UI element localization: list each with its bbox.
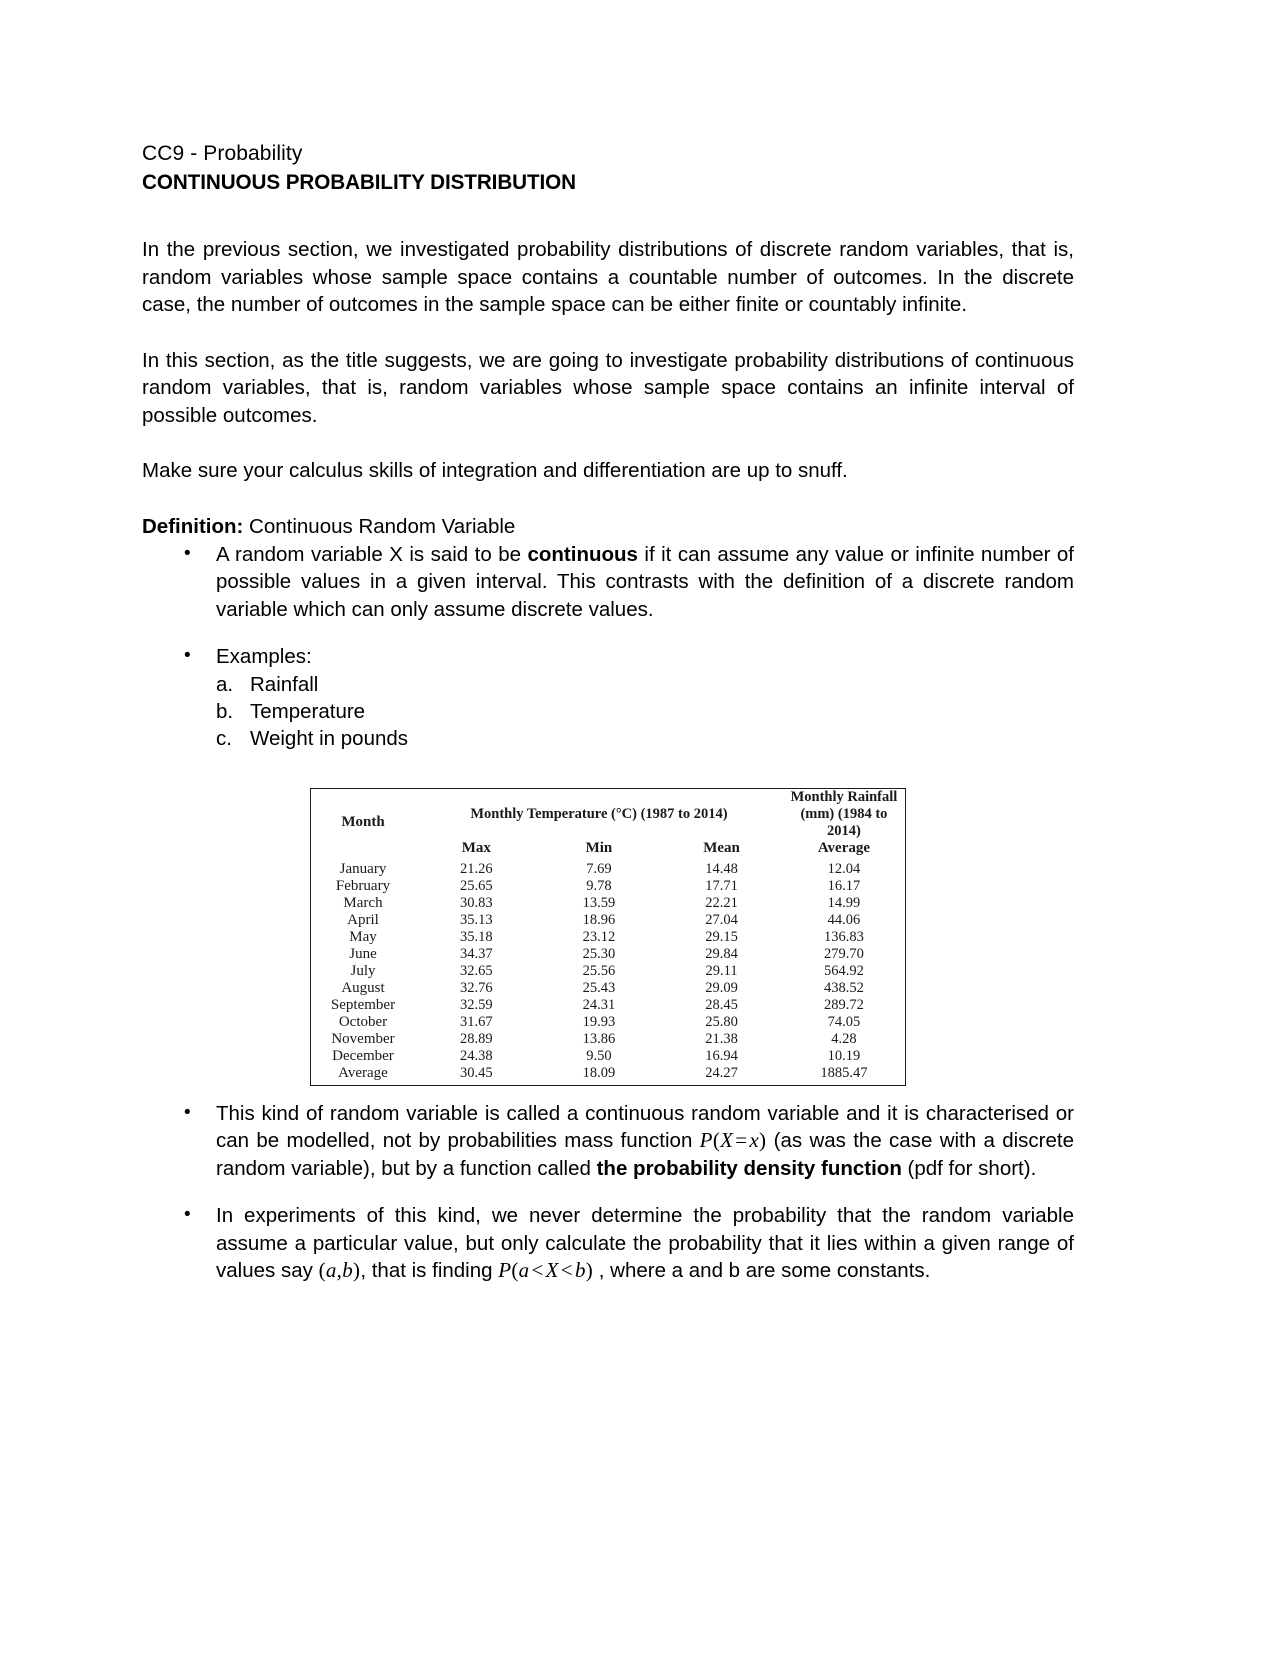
math-symbol-x: x — [749, 1128, 760, 1152]
table-row — [311, 878, 906, 895]
cell-mean: 28.45 — [705, 996, 738, 1013]
table-row — [311, 1048, 906, 1065]
cell-min: 19.93 — [582, 1013, 616, 1030]
cell-average: 4.28 — [831, 1030, 857, 1047]
cell-max: 32.76 — [460, 979, 493, 996]
cell-mean: 17.71 — [705, 877, 738, 894]
table-row — [311, 980, 906, 997]
list-item — [142, 671, 1074, 698]
cell-max: 32.65 — [460, 962, 493, 979]
table-row — [311, 963, 906, 980]
list-item — [142, 1100, 1074, 1183]
cell-average: 12.04 — [827, 860, 861, 877]
cell-month: January — [339, 860, 387, 877]
definition-text-b: if it can assume any value or infinite number of possible values in a given interval. This contrasts with the definition of a discrete random variable which can only assume discrete values. — [216, 542, 1074, 621]
cell-max: 32.59 — [460, 996, 493, 1013]
definition-text-a: A random variable X is said to be — [216, 542, 528, 566]
table-row — [311, 1014, 906, 1031]
examples-alpha-list — [142, 671, 1074, 752]
cell-average: 10.19 — [827, 1047, 861, 1064]
math-symbol-b: b — [342, 1258, 354, 1282]
math-comma: , — [336, 1258, 343, 1282]
list-item — [142, 698, 1074, 725]
cell-max: 30.45 — [460, 1064, 493, 1081]
cell-mean: 29.11 — [705, 962, 738, 979]
column-group-header-rainfall: Monthly Rainfall (mm) (1984 to 2014) — [790, 788, 898, 839]
math-pmf-expression — [700, 1128, 767, 1152]
cell-mean: 29.84 — [705, 945, 738, 962]
table-row — [311, 946, 906, 963]
closing-text-a: This kind of random variable is called a continuous random variable and it is characterised or can be modelled, not by probabilities mass function — [216, 1101, 1074, 1152]
cell-month: September — [330, 996, 396, 1013]
math-interval-expression — [319, 1258, 361, 1282]
cell-month: May — [349, 928, 377, 945]
table-group-header-row — [311, 788, 906, 840]
table-head — [311, 788, 906, 857]
cell-mean: 27.04 — [705, 911, 738, 928]
paragraph-calculus-note: Make sure your calculus skills of integration and differentiation are up to snuff. — [142, 459, 848, 482]
cell-min: 7.69 — [586, 860, 612, 877]
list-marker: c. — [216, 726, 232, 750]
cell-min: 9.50 — [586, 1047, 612, 1064]
math-paren-close: ) — [353, 1258, 361, 1282]
cell-mean: 25.80 — [705, 1013, 738, 1030]
climate-data-table — [310, 788, 906, 1086]
list-item — [142, 1202, 1074, 1285]
math-symbol-P: P — [498, 1258, 512, 1282]
closing-bullet-list-pdf — [142, 1100, 1074, 1183]
closing-text-b: (as was the case with a discrete random variable), but by a function called — [216, 1129, 1074, 1180]
math-operator-equals: = — [735, 1128, 748, 1152]
table-row — [311, 895, 906, 912]
cell-mean: 22.21 — [705, 894, 738, 911]
cell-min: 18.09 — [582, 1064, 616, 1081]
cell-average: 289.72 — [824, 996, 864, 1013]
cell-month: Average — [338, 1064, 388, 1081]
math-symbol-a: a — [325, 1258, 337, 1282]
cell-max: 28.89 — [460, 1030, 493, 1047]
paragraph-intro-continuous: In this section, as the title suggests, we are going to investigate probability distributions of continuous random variables, that is, random variables whose sample space contains an infinite interval of possible outcomes. — [142, 348, 1074, 427]
cell-min: 13.59 — [582, 894, 616, 911]
cell-max: 25.65 — [460, 877, 493, 894]
paragraph-intro-discrete: In the previous section, we investigated probability distributions of discrete random variables, that is, random variables whose sample space contains a countable number of outcomes. In the discrete case, the number of outcomes in the sample space can be either finite or countably infinite. — [142, 238, 1074, 316]
math-operator-less-than: < — [560, 1258, 573, 1282]
cell-month: July — [350, 962, 376, 979]
cell-min: 24.31 — [582, 996, 616, 1013]
list-item — [142, 541, 1074, 624]
math-paren-close: ) — [585, 1258, 594, 1282]
cell-mean: 29.09 — [705, 979, 738, 996]
list-item — [142, 643, 1074, 671]
cell-month: April — [347, 911, 379, 928]
document-content — [142, 140, 1074, 1285]
list-marker: b. — [216, 699, 234, 723]
list-marker: a. — [216, 672, 234, 696]
cell-mean: 24.27 — [705, 1064, 738, 1081]
cell-average: 438.52 — [824, 979, 864, 996]
cell-month: November — [331, 1030, 395, 1047]
cell-average: 74.05 — [827, 1013, 861, 1030]
cell-average: 16.17 — [827, 877, 861, 894]
math-paren-open: ( — [318, 1258, 326, 1282]
column-group-header-temperature: Monthly Temperature (°C) (1987 to 2014) — [470, 805, 728, 822]
column-header-min: Min — [585, 839, 613, 856]
cell-mean: 29.15 — [705, 928, 738, 945]
climate-table-container — [142, 788, 1074, 1086]
cell-min: 9.78 — [586, 877, 612, 894]
cell-max: 30.83 — [460, 894, 493, 911]
column-header-mean: Mean — [703, 839, 740, 856]
definition-label: Definition: — [142, 514, 244, 538]
table-row — [311, 1031, 906, 1048]
cell-month: June — [349, 945, 377, 962]
math-symbol-X: X — [545, 1258, 559, 1282]
table-row — [311, 857, 906, 878]
definition-subject: Continuous Random Variable — [243, 514, 516, 538]
math-operator-less-than: < — [531, 1258, 544, 1282]
range-text-a: In experiments of this kind, we never determine the probability that the random variable assume a particular value, but only calculate the probability that it lies within a given range of values say — [216, 1204, 1074, 1282]
cell-min: 25.56 — [582, 962, 616, 979]
cell-min: 13.86 — [582, 1030, 616, 1047]
cell-month: October — [338, 1013, 388, 1030]
cell-max: 35.13 — [460, 911, 493, 928]
cell-average: 1885.47 — [820, 1064, 868, 1081]
math-symbol-P: P — [699, 1128, 713, 1152]
range-text-c: , where a and b are some constants. — [593, 1259, 931, 1282]
example-rainfall: Rainfall — [250, 672, 319, 696]
cell-month: March — [343, 894, 383, 911]
cell-max: 21.26 — [460, 860, 493, 877]
math-symbol-X: X — [720, 1128, 734, 1152]
math-symbol-a: a — [518, 1258, 530, 1282]
example-weight: Weight in pounds — [250, 726, 409, 750]
table-row — [311, 997, 906, 1014]
math-paren-open: ( — [712, 1128, 721, 1152]
definition-emphasis-continuous: continuous — [527, 542, 638, 566]
cell-mean: 16.94 — [705, 1047, 738, 1064]
cell-max: 24.38 — [460, 1047, 493, 1064]
cell-min: 25.43 — [582, 979, 616, 996]
range-text-b: , that is finding — [360, 1259, 499, 1282]
definition-heading — [142, 513, 1074, 541]
examples-bullet-list — [142, 643, 1074, 671]
table-row — [311, 1065, 906, 1086]
cell-min: 25.30 — [582, 945, 616, 962]
cell-max: 34.37 — [460, 945, 493, 962]
table-row — [311, 929, 906, 946]
cell-min: 23.12 — [582, 928, 616, 945]
cell-month: December — [332, 1047, 394, 1064]
cell-average: 279.70 — [824, 945, 864, 962]
cell-min: 18.96 — [582, 911, 616, 928]
column-header-max: Max — [461, 839, 491, 856]
table-row — [311, 912, 906, 929]
closing-text-c: (pdf for short). — [901, 1156, 1037, 1180]
cell-max: 31.67 — [460, 1013, 493, 1030]
cell-average: 44.06 — [827, 911, 861, 928]
column-header-month: Month — [341, 814, 385, 830]
closing-emphasis-pdf: the probability density function — [596, 1156, 902, 1180]
column-header-average: Average — [817, 839, 871, 856]
table-body — [311, 857, 906, 1086]
cell-mean: 21.38 — [705, 1030, 738, 1047]
cell-mean: 14.48 — [705, 860, 738, 877]
closing-bullet-list-range — [142, 1202, 1074, 1285]
list-item — [142, 725, 1074, 752]
example-temperature: Temperature — [250, 699, 366, 723]
examples-label: Examples: — [216, 645, 312, 668]
cell-average: 14.99 — [827, 894, 861, 911]
course-label: CC9 - Probability — [142, 142, 303, 165]
cell-average: 564.92 — [824, 962, 864, 979]
cell-average: 136.83 — [824, 928, 864, 945]
math-paren-open: ( — [511, 1258, 519, 1282]
cell-month: August — [341, 979, 385, 996]
definition-bullet-list — [142, 541, 1074, 624]
cell-max: 35.18 — [460, 928, 493, 945]
math-symbol-b: b — [574, 1258, 586, 1282]
cell-month: February — [335, 877, 391, 894]
math-paren-close: ) — [759, 1128, 767, 1152]
page-title: CONTINUOUS PROBABILITY DISTRIBUTION — [142, 171, 577, 194]
math-probability-expression — [498, 1258, 593, 1282]
